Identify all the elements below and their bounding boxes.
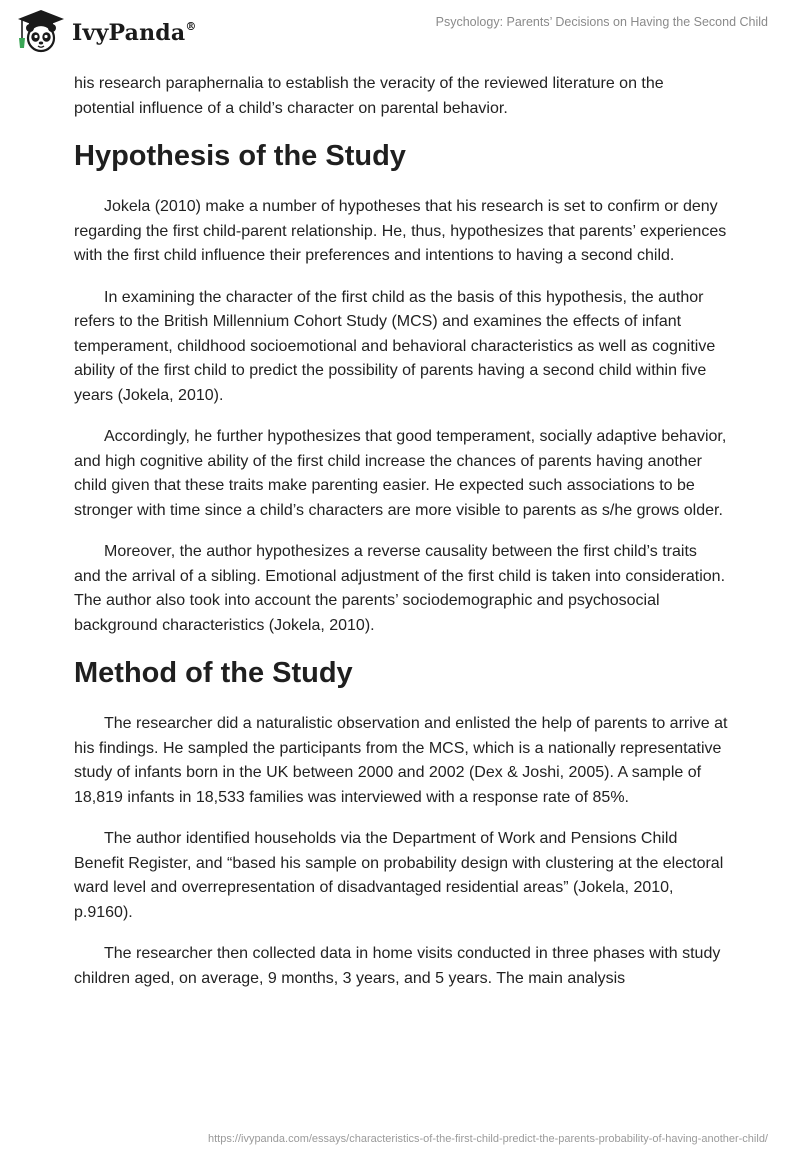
brand-name: IvyPanda® [72,19,197,46]
paragraph: The author identified households via the Department of Work and Pensions Child Benefit Register, and “based his sample on probability design with clustering at the electoral ward level and overrepresentation of disadvantaged residential areas” (Jokela, 2010, p.9160). [74,830,724,921]
paragraph: Accordingly, he further hypothesizes that good temperament, socially adaptive behavior, and high cognitive ability of the first child increase the chances of parents having another child given that these traits make parenting easier. He expected such associations to be stronger with time since a child’s characters are more visible to parents as s/he grows older. [74,428,727,519]
registered-mark: ® [185,19,197,33]
section-heading-hypothesis: Hypothesis of the Study [74,140,406,172]
essay-body [74,72,728,991]
intro-paragraph: his research paraphernalia to establish the veracity of the reviewed literature on the potential influence of a child’s character on parental behavior. [74,75,664,117]
panda-graduate-icon [14,8,68,54]
source-url[interactable]: https://ivypanda.com/essays/characteristics-of-the-first-child-predict-the-parents-probability-of-having-another-child/ [207,1133,768,1145]
paragraph: The researcher then collected data in home visits conducted in three phases with study children aged, on average, 9 months, 3 years, and 5 years. The main analysis [74,945,721,987]
paragraph: In examining the character of the first child as the basis of this hypothesis, the author refers to the British Millennium Cohort Study (MCS) and examines the effects of infant temperament, childhood socioemotional and behavioral characteristics as well as cognitive ability of the first child to predict the possibility of parents having a second child within five years (Jokela, 2010). [74,288,716,404]
page-header [0,0,800,62]
ivypanda-logo[interactable] [14,8,197,54]
section-heading-method: Method of the Study [74,657,353,689]
paragraph: The researcher did a naturalistic observation and enlisted the help of parents to arrive at his findings. He sampled the participants from the MCS, which is a nationally representative study of infants born in the UK between 2000 and 2002 (Dex & Joshi, 2005). A sample of 18,819 infants in 18,533 families was interviewed with a response rate of 85%. [74,715,728,806]
paragraph: Jokela (2010) make a number of hypotheses that his research is set to confirm or deny regarding the first child-parent relationship. He, thus, hypothesizes that parents’ experiences with the first child influence their preferences and intentions to having a second child. [74,198,727,264]
document-title: Psychology: Parents’ Decisions on Having the Second Child [435,15,768,29]
paragraph: Moreover, the author hypothesizes a reverse causality between the first child’s traits and the arrival of a sibling. Emotional adjustment of the first child is taken into consideration. The author also took into account the parents’ sociodemographic and psychosocial background characteristics (Jokela, 2010). [74,543,726,634]
